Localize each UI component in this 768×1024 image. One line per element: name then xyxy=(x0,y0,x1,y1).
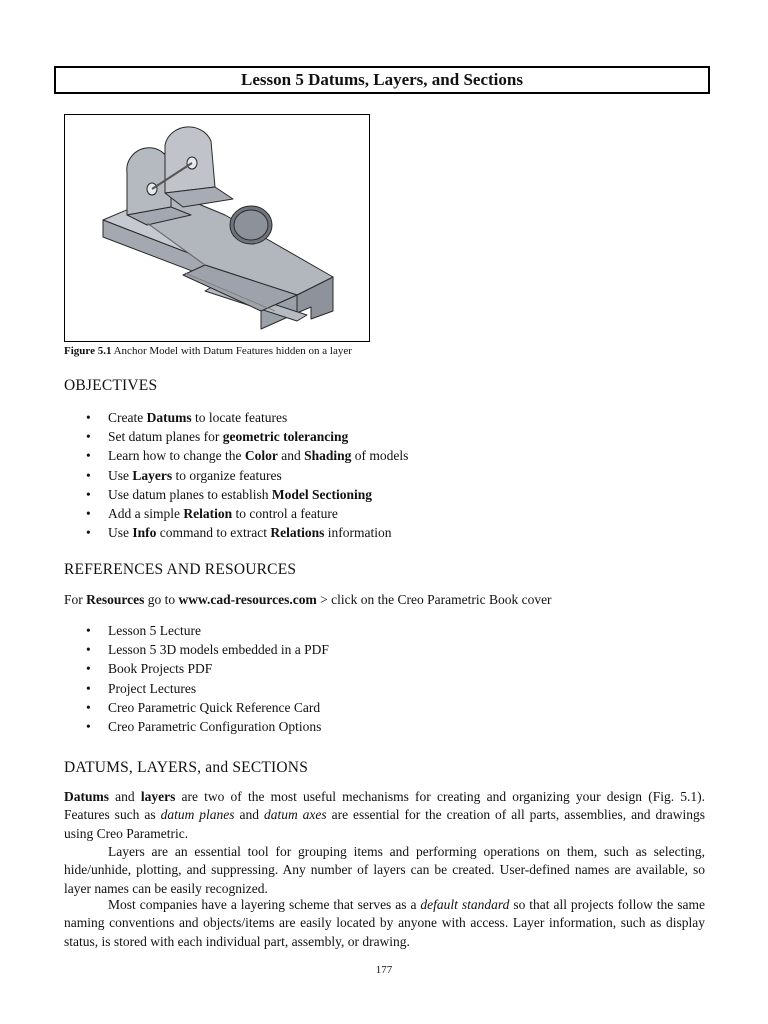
body-paragraph xyxy=(64,843,705,898)
list-item xyxy=(86,698,329,717)
text-run: Set datum planes for xyxy=(108,429,223,445)
bold-text: Relations xyxy=(270,525,325,541)
text-run: Lesson 5 Lecture xyxy=(108,623,201,638)
list-item xyxy=(86,659,329,678)
text-run: Creo Parametric Quick Reference Card xyxy=(108,699,321,715)
list-item xyxy=(86,504,408,523)
text-run: to locate features xyxy=(191,410,288,425)
text-run: and xyxy=(109,789,141,804)
anchor-model-illustration xyxy=(65,115,370,342)
anchor-model-figure xyxy=(64,114,370,342)
page-number: 177 xyxy=(375,964,393,976)
references-list xyxy=(86,621,329,736)
figure-caption-text: Anchor Model with Datum Features hidden on a layer xyxy=(111,345,352,357)
text-run: and xyxy=(277,448,305,464)
text-run: Layers are an essential tool for grouping items and performing operations on them, such as selecting, hide/unhide, plotting, and suppressing. Any number of layers can be created. User-defined names are available, so layer names can be easily recognized. xyxy=(64,844,705,896)
bold-text: Shading xyxy=(304,448,352,464)
references-heading: REFERENCES AND RESOURCES xyxy=(64,561,297,578)
text-run: of models xyxy=(351,448,409,464)
text-run: Most companies have a layering scheme that serves as a xyxy=(108,897,421,912)
bold-text: geometric tolerancing xyxy=(222,429,349,445)
bold-text: layers xyxy=(140,789,176,804)
list-item xyxy=(86,466,408,485)
section-heading: DATUMS, LAYERS, and SECTIONS xyxy=(64,759,309,776)
list-item xyxy=(86,408,408,427)
text-run: Add a simple xyxy=(108,505,184,521)
text-run: are essential for the creation of all parts, assemblies, and drawings using Creo Parametric. xyxy=(64,807,706,841)
figure-label: Figure 5.1 xyxy=(64,345,112,357)
body-paragraph xyxy=(64,788,705,843)
bold-text: Model Sectioning xyxy=(271,486,372,502)
text-run: Use xyxy=(108,525,133,541)
text-run: command to extract xyxy=(156,525,271,541)
bold-text: Layers xyxy=(132,467,173,483)
bold-text: Datums xyxy=(64,789,110,804)
lesson-title: Lesson 5 Datums, Layers, and Sections xyxy=(54,66,710,94)
text-run: Project Lectures xyxy=(108,680,197,696)
text-run: so that all projects follow the same naming conventions and objects/items are easily located by anyone with access. Layer information, such as display status, is stored with each individual part, assembly, or drawing. xyxy=(64,897,705,949)
body-paragraph xyxy=(64,896,705,951)
text-run: to control a feature xyxy=(232,505,338,521)
bold-text: Datums xyxy=(146,410,192,425)
list-item xyxy=(86,427,408,446)
figure-caption xyxy=(64,345,352,357)
bold-text: Color xyxy=(244,448,278,464)
bold-text: Relation xyxy=(183,505,233,521)
bold-text: www.cad-resources.com xyxy=(178,592,317,607)
italic-text: default standard xyxy=(420,897,510,912)
italic-text: datum planes xyxy=(160,807,235,823)
list-item xyxy=(86,523,408,542)
list-item xyxy=(86,679,329,698)
objectives-heading: OBJECTIVES xyxy=(64,377,158,394)
text-run: are two of the most useful mechanisms for creating and organizing your design (Fig. 5.1). Features such as xyxy=(64,789,705,823)
list-item xyxy=(86,485,408,504)
list-item xyxy=(86,621,329,640)
italic-text: datum axes xyxy=(263,807,327,823)
text-run: Learn how to change the xyxy=(108,448,245,464)
text-run: Use xyxy=(108,467,133,483)
text-run: and xyxy=(234,807,264,823)
text-run: Book Projects PDF xyxy=(108,661,213,677)
text-run: > click on the Creo Parametric Book cover xyxy=(316,592,552,607)
text-run: Create xyxy=(108,410,147,425)
list-item xyxy=(86,717,329,736)
bold-text: Resources xyxy=(86,592,145,607)
list-item xyxy=(86,640,329,659)
objectives-list xyxy=(86,408,408,542)
text-run: Lesson 5 3D models embedded in a PDF xyxy=(108,642,329,658)
references-intro xyxy=(64,591,705,609)
text-run: Creo Parametric Configuration Options xyxy=(108,718,322,734)
bold-text: Info xyxy=(132,525,157,541)
text-run: to organize features xyxy=(172,467,282,483)
text-run: go to xyxy=(144,592,179,607)
text-run: For xyxy=(64,592,87,607)
text-run: Use datum planes to establish xyxy=(108,486,272,502)
list-item xyxy=(86,446,408,465)
text-run: information xyxy=(324,525,392,541)
